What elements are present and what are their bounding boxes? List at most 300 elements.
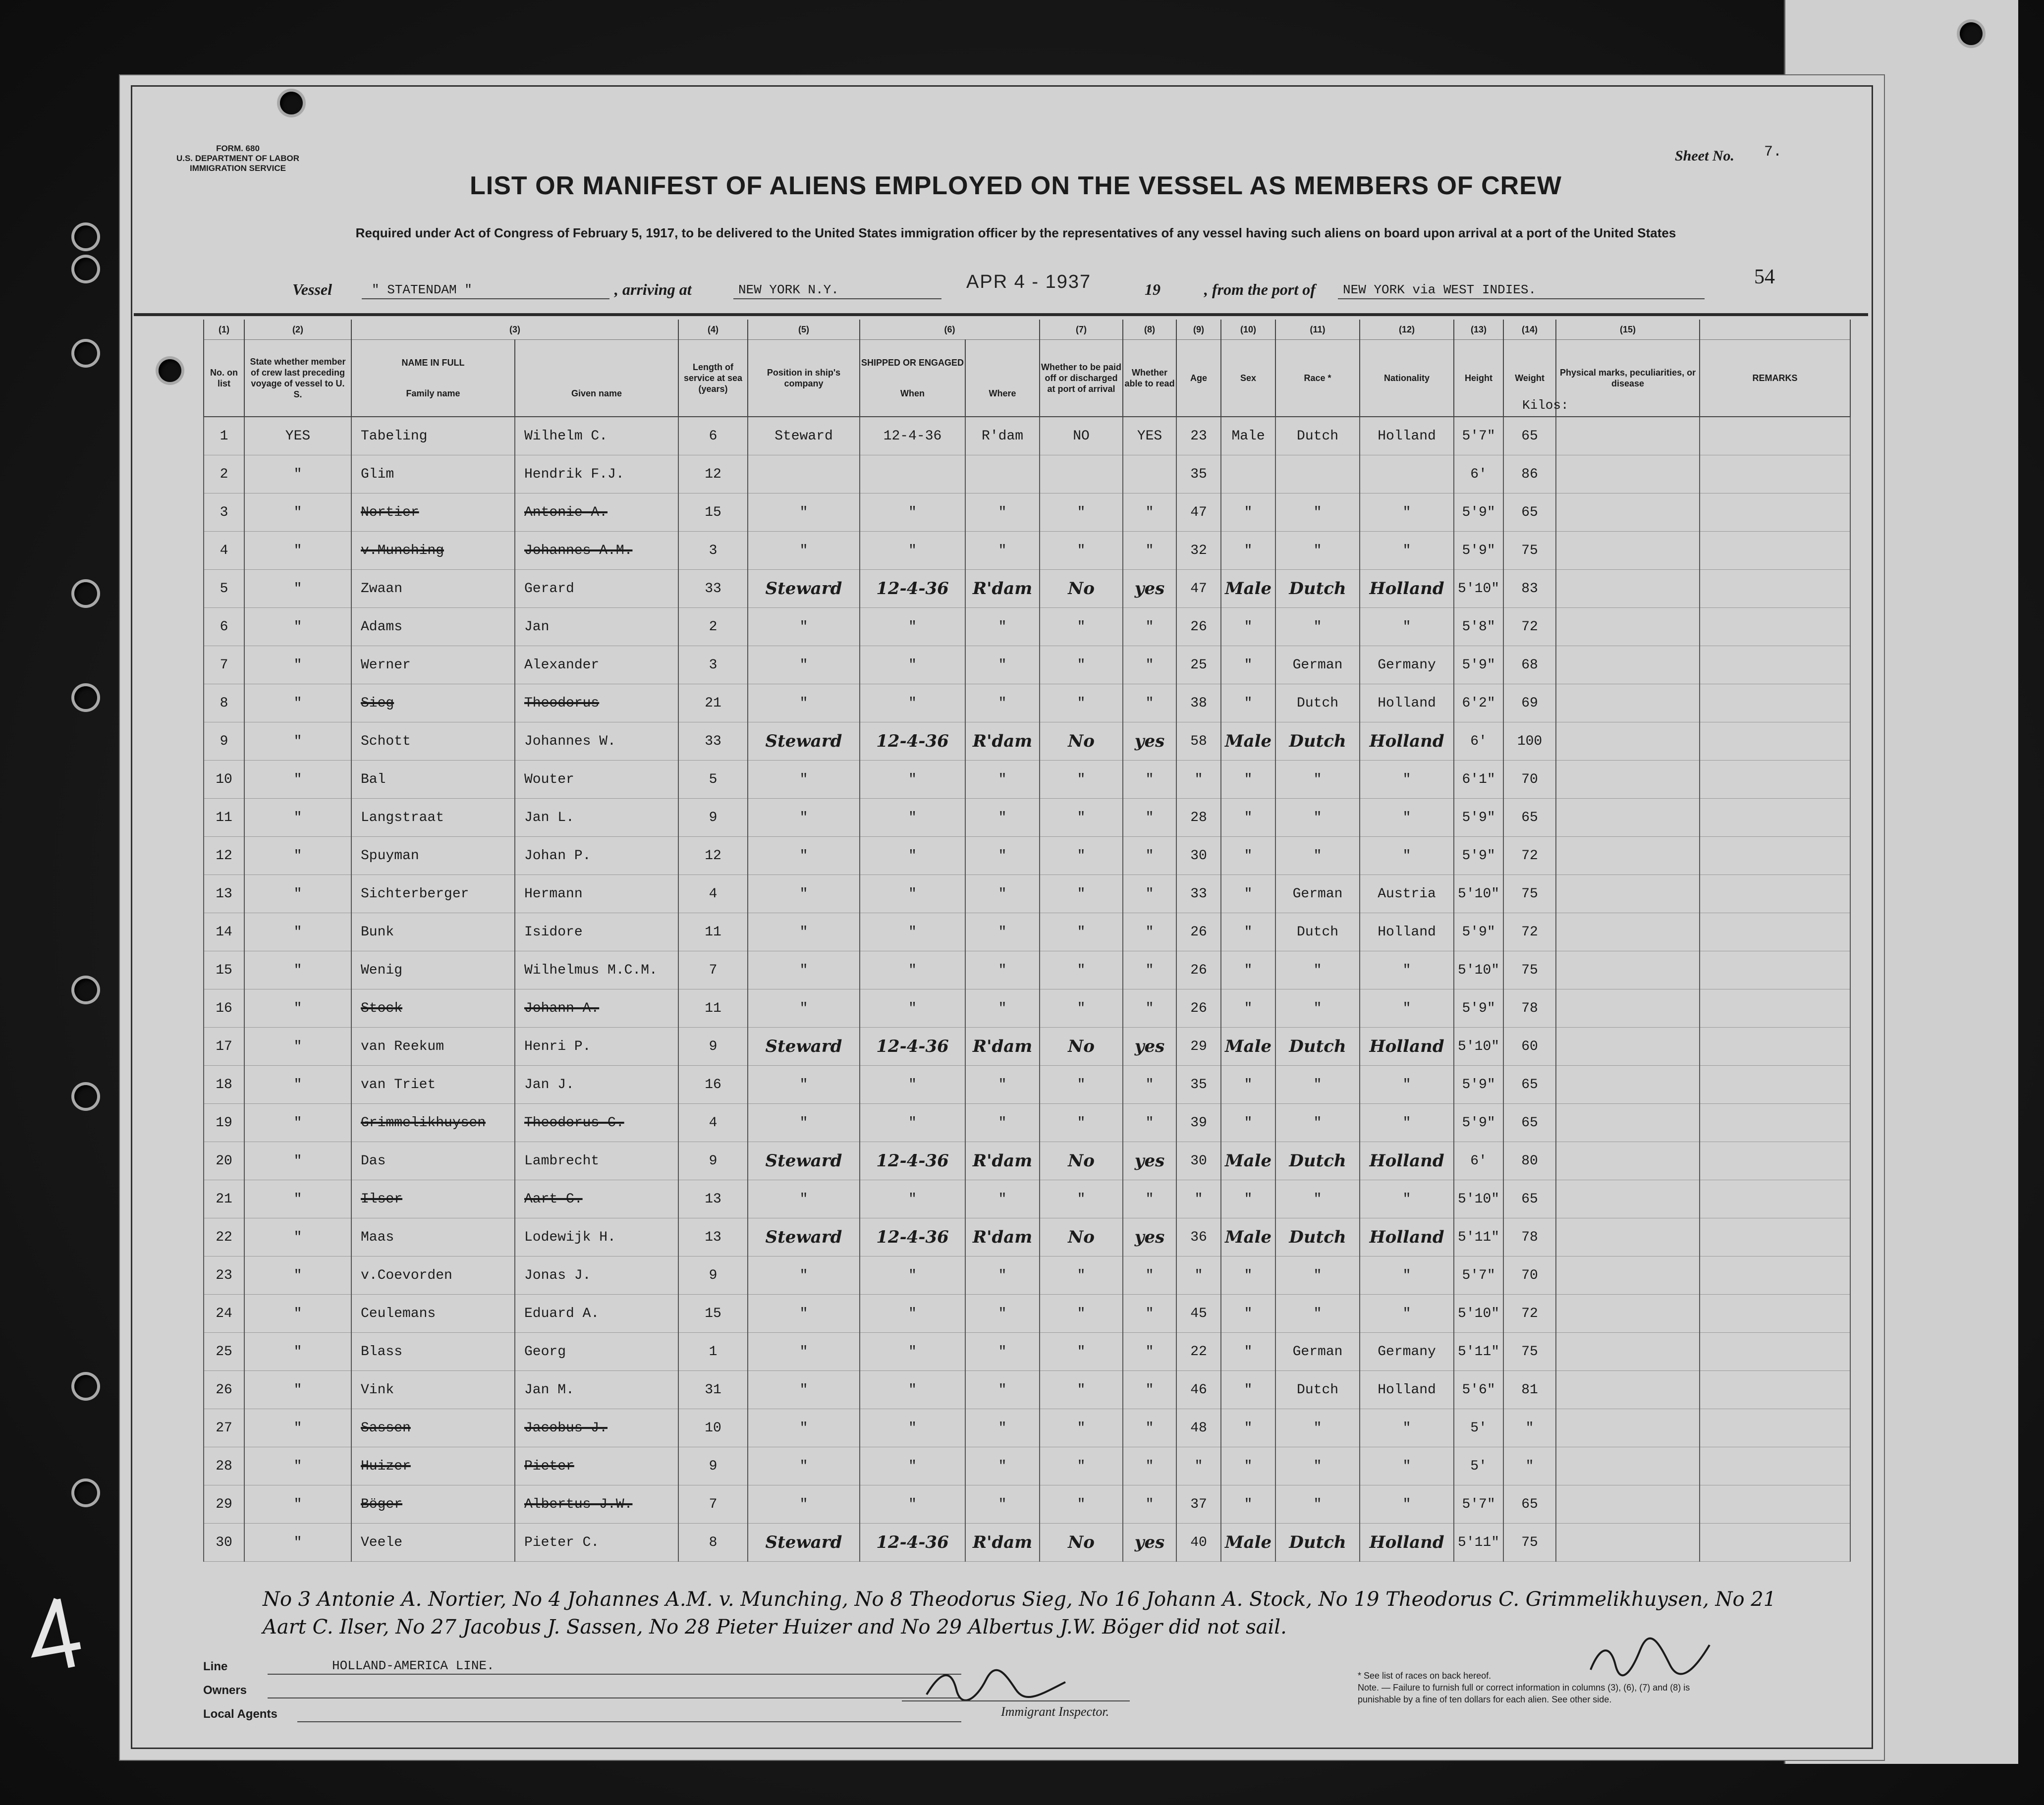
cell-race: Dutch: [1275, 417, 1360, 455]
cell-weight: 65: [1503, 417, 1556, 455]
cell-physical-marks: [1556, 608, 1700, 646]
cell-family-name: Das: [351, 1142, 515, 1180]
header-position: Position in ship's company: [748, 340, 860, 417]
cell-able-to-read: ": [1123, 1104, 1176, 1142]
cell-given-name: Eduard A.: [515, 1295, 678, 1333]
cell-family-name: Sieg: [351, 684, 515, 722]
cell-sex: ": [1221, 493, 1275, 532]
cell-prev-voyage: ": [244, 532, 351, 570]
cell-shipped-when: 12-4-36: [860, 722, 965, 761]
cell-race: Dutch: [1275, 1524, 1360, 1562]
cell-row-number: 17: [204, 1028, 244, 1066]
cell-row-number: 23: [204, 1257, 244, 1295]
cell-sex: ": [1221, 1066, 1275, 1104]
cell-able-to-read: ": [1123, 875, 1176, 913]
cell-prev-voyage: ": [244, 875, 351, 913]
table-row: [204, 1028, 1850, 1066]
col-num-11: (11): [1275, 320, 1360, 340]
punch-hole-icon: [159, 359, 181, 382]
cell-shipped-when: [860, 455, 965, 493]
arriving-port: NEW YORK N.Y.: [738, 282, 839, 297]
cell-remarks: [1700, 608, 1850, 646]
cell-nationality: ": [1360, 608, 1454, 646]
cell-position: Steward: [748, 1028, 860, 1066]
table-row: [204, 1180, 1850, 1218]
cell-sex: Male: [1221, 570, 1275, 608]
cell-physical-marks: [1556, 1333, 1700, 1371]
cell-shipped-when: 12-4-36: [860, 1218, 965, 1257]
cell-weight: ": [1503, 1447, 1556, 1485]
cell-prev-voyage: ": [244, 1180, 351, 1218]
cell-race: Dutch: [1275, 1218, 1360, 1257]
cell-able-to-read: ": [1123, 989, 1176, 1028]
cell-family-name: Spuyman: [351, 837, 515, 875]
cell-physical-marks: [1556, 1524, 1700, 1562]
cell-shipped-when: ": [860, 1485, 965, 1524]
cell-race: ": [1275, 1180, 1360, 1218]
cell-paid-off: ": [1040, 608, 1123, 646]
cell-race: ": [1275, 989, 1360, 1028]
cell-height: 5'9": [1454, 1104, 1503, 1142]
cell-sex: ": [1221, 761, 1275, 799]
weight-unit-kilos: Kilos:: [1522, 398, 1569, 413]
cell-remarks: [1700, 1257, 1850, 1295]
cell-age: ": [1176, 1257, 1221, 1295]
cell-shipped-when: ": [860, 875, 965, 913]
cell-family-name: Langstraat: [351, 799, 515, 837]
cell-given-name: Isidore: [515, 913, 678, 951]
cell-paid-off: ": [1040, 989, 1123, 1028]
cell-position: ": [748, 761, 860, 799]
col-num-2: (2): [244, 320, 351, 340]
cell-family-name: v.Coevorden: [351, 1257, 515, 1295]
cell-row-number: 3: [204, 493, 244, 532]
cell-family-name: Bal: [351, 761, 515, 799]
cell-able-to-read: ": [1123, 951, 1176, 989]
cell-prev-voyage: ": [244, 1295, 351, 1333]
cell-row-number: 4: [204, 532, 244, 570]
cell-position: ": [748, 989, 860, 1028]
cell-shipped-where: ": [965, 1066, 1040, 1104]
cell-paid-off: ": [1040, 837, 1123, 875]
cell-shipped-when: ": [860, 1447, 965, 1485]
cell-family-name: Böger: [351, 1485, 515, 1524]
header-service-length: Length of service at sea (years): [678, 340, 748, 417]
cell-nationality: Holland: [1360, 1142, 1454, 1180]
cell-weight: 81: [1503, 1371, 1556, 1409]
cell-nationality: ": [1360, 1409, 1454, 1447]
cell-family-name: Sichterberger: [351, 875, 515, 913]
cell-race: ": [1275, 1257, 1360, 1295]
cell-height: 6': [1454, 722, 1503, 761]
table-row: [204, 532, 1850, 570]
cell-physical-marks: [1556, 493, 1700, 532]
form-identifier: [164, 144, 312, 173]
cell-physical-marks: [1556, 722, 1700, 761]
cell-weight: 65: [1503, 493, 1556, 532]
cell-height: 5'9": [1454, 913, 1503, 951]
cell-paid-off: ": [1040, 646, 1123, 684]
underline: [902, 1700, 1130, 1701]
cell-given-name: Jan M.: [515, 1371, 678, 1409]
cell-position: ": [748, 646, 860, 684]
cell-race: Dutch: [1275, 684, 1360, 722]
cell-shipped-where: ": [965, 1485, 1040, 1524]
document-title: LIST OR MANIFEST OF ALIENS EMPLOYED ON THE VESSEL AS MEMBERS OF CREW: [470, 171, 1562, 200]
cell-row-number: 12: [204, 837, 244, 875]
cell-able-to-read: ": [1123, 761, 1176, 799]
cell-remarks: [1700, 1485, 1850, 1524]
cell-able-to-read: ": [1123, 1371, 1176, 1409]
cell-able-to-read: yes: [1123, 570, 1176, 608]
cell-row-number: 13: [204, 875, 244, 913]
cell-remarks: [1700, 493, 1850, 532]
cell-sex: ": [1221, 989, 1275, 1028]
cell-position: ": [748, 1371, 860, 1409]
cell-height: 5'10": [1454, 1295, 1503, 1333]
cell-row-number: 1: [204, 417, 244, 455]
cell-paid-off: ": [1040, 1371, 1123, 1409]
cell-sex: ": [1221, 875, 1275, 913]
header-height: Height: [1454, 340, 1503, 417]
cell-sex: ": [1221, 837, 1275, 875]
cell-shipped-when: ": [860, 761, 965, 799]
cell-paid-off: ": [1040, 1333, 1123, 1371]
cell-given-name: Aart C.: [515, 1180, 678, 1218]
cell-service-length: 31: [678, 1371, 748, 1409]
cell-position: ": [748, 951, 860, 989]
cell-weight: 75: [1503, 875, 1556, 913]
cell-remarks: [1700, 989, 1850, 1028]
punch-hole-icon: [74, 258, 97, 280]
cell-age: 35: [1176, 455, 1221, 493]
table-row: [204, 1295, 1850, 1333]
cell-family-name: van Reekum: [351, 1028, 515, 1066]
col-num-5: (5): [748, 320, 860, 340]
races-footnote: * See list of races on back hereof.: [1358, 1671, 1492, 1681]
cell-shipped-where: R'dam: [965, 417, 1040, 455]
cell-family-name: Huizer: [351, 1447, 515, 1485]
cell-row-number: 28: [204, 1447, 244, 1485]
cell-weight: 80: [1503, 1142, 1556, 1180]
header-shipped-when: [860, 340, 965, 417]
cell-weight: 70: [1503, 1257, 1556, 1295]
cell-age: 26: [1176, 913, 1221, 951]
punch-hole-icon: [74, 1375, 97, 1398]
cell-able-to-read: ": [1123, 799, 1176, 837]
cell-shipped-when: ": [860, 989, 965, 1028]
cell-paid-off: No: [1040, 1218, 1123, 1257]
cell-sex: Male: [1221, 1142, 1275, 1180]
cell-height: 5'10": [1454, 1028, 1503, 1066]
cell-row-number: 8: [204, 684, 244, 722]
cell-service-length: 13: [678, 1218, 748, 1257]
cell-row-number: 26: [204, 1371, 244, 1409]
cell-family-name: Wenig: [351, 951, 515, 989]
cell-weight: 75: [1503, 1333, 1556, 1371]
cell-sex: Male: [1221, 722, 1275, 761]
table-row: [204, 799, 1850, 837]
cell-service-length: 4: [678, 875, 748, 913]
cell-given-name: Johann A.: [515, 989, 678, 1028]
cell-nationality: Holland: [1360, 1218, 1454, 1257]
cell-shipped-where: ": [965, 1333, 1040, 1371]
col-num-13: (13): [1454, 320, 1503, 340]
cell-age: ": [1176, 1447, 1221, 1485]
cell-physical-marks: [1556, 1104, 1700, 1142]
cell-weight: 70: [1503, 761, 1556, 799]
cell-age: 30: [1176, 1142, 1221, 1180]
cell-remarks: [1700, 1104, 1850, 1142]
cell-nationality: ": [1360, 532, 1454, 570]
cell-position: ": [748, 913, 860, 951]
table-row: [204, 1104, 1850, 1142]
cell-age: 58: [1176, 722, 1221, 761]
cell-paid-off: ": [1040, 761, 1123, 799]
col-num-9: (9): [1176, 320, 1221, 340]
cell-sex: ": [1221, 532, 1275, 570]
cell-shipped-where: ": [965, 532, 1040, 570]
cell-height: 5'9": [1454, 799, 1503, 837]
table-row: [204, 761, 1850, 799]
cell-able-to-read: ": [1123, 1333, 1176, 1371]
header-age: Age: [1176, 340, 1221, 417]
cell-age: 25: [1176, 646, 1221, 684]
cell-weight: 78: [1503, 989, 1556, 1028]
cell-age: 39: [1176, 1104, 1221, 1142]
table-row: [204, 417, 1850, 455]
cell-height: 5'9": [1454, 837, 1503, 875]
cell-given-name: Johannes A.M.: [515, 532, 678, 570]
header-race: Race *: [1275, 340, 1360, 417]
table-row: [204, 570, 1850, 608]
cell-service-length: 11: [678, 989, 748, 1028]
cell-row-number: 11: [204, 799, 244, 837]
cell-paid-off: ": [1040, 1257, 1123, 1295]
table-row: [204, 1409, 1850, 1447]
cell-shipped-where: ": [965, 1180, 1040, 1218]
cell-row-number: 9: [204, 722, 244, 761]
cell-height: 6': [1454, 455, 1503, 493]
cell-able-to-read: yes: [1123, 1028, 1176, 1066]
cell-age: 30: [1176, 837, 1221, 875]
cell-given-name: Wilhelm C.: [515, 417, 678, 455]
cell-height: 5'10": [1454, 570, 1503, 608]
cell-remarks: [1700, 532, 1850, 570]
cell-shipped-where: R'dam: [965, 722, 1040, 761]
cell-nationality: ": [1360, 1104, 1454, 1142]
cell-shipped-when: ": [860, 608, 965, 646]
cell-shipped-where: ": [965, 913, 1040, 951]
col-num-4: (4): [678, 320, 748, 340]
owners-label: Owners: [203, 1684, 247, 1697]
cell-sex: Male: [1221, 417, 1275, 455]
underline: [1338, 298, 1705, 299]
column-header-row: [204, 340, 1850, 417]
cell-position: ": [748, 684, 860, 722]
punch-hole-icon: [74, 582, 97, 605]
cell-given-name: Johan P.: [515, 837, 678, 875]
cell-given-name: Henri P.: [515, 1028, 678, 1066]
cell-height: 6'2": [1454, 684, 1503, 722]
cell-given-name: Pieter C.: [515, 1524, 678, 1562]
cell-nationality: Holland: [1360, 913, 1454, 951]
cell-position: Steward: [748, 570, 860, 608]
cell-weight: 83: [1503, 570, 1556, 608]
header-paid-off: Whether to be paid off or discharged at port of arrival: [1040, 340, 1123, 417]
cell-shipped-where: R'dam: [965, 1028, 1040, 1066]
cell-physical-marks: [1556, 913, 1700, 951]
cell-sex: ": [1221, 1409, 1275, 1447]
cell-paid-off: No: [1040, 1028, 1123, 1066]
col-num-7: (7): [1040, 320, 1123, 340]
col-num-6: (6): [860, 320, 1040, 340]
cell-prev-voyage: ": [244, 1524, 351, 1562]
header-no-on-list: No. on list: [204, 340, 244, 417]
cell-able-to-read: yes: [1123, 1142, 1176, 1180]
cell-position: ": [748, 1409, 860, 1447]
cell-height: 5'9": [1454, 1066, 1503, 1104]
stamp-number: 54: [1754, 266, 1775, 288]
table-row: [204, 1218, 1850, 1257]
cell-paid-off: ": [1040, 1447, 1123, 1485]
cell-paid-off: No: [1040, 722, 1123, 761]
form-service: IMMIGRATION SERVICE: [190, 164, 286, 173]
cell-race: ": [1275, 951, 1360, 989]
cell-height: 5'9": [1454, 646, 1503, 684]
cell-shipped-where: ": [965, 493, 1040, 532]
cell-sex: Male: [1221, 1218, 1275, 1257]
cell-able-to-read: ": [1123, 608, 1176, 646]
header-given-name-label: Given name: [571, 388, 622, 398]
cell-shipped-when: ": [860, 1333, 965, 1371]
header-rule: [134, 313, 1868, 316]
table-row: [204, 1485, 1850, 1524]
header-able-to-read: Whether able to read: [1123, 340, 1176, 417]
cell-given-name: Theodorus: [515, 684, 678, 722]
cell-age: 47: [1176, 570, 1221, 608]
cell-shipped-when: ": [860, 1257, 965, 1295]
cell-given-name: Hendrik F.J.: [515, 455, 678, 493]
cell-physical-marks: [1556, 1409, 1700, 1447]
line-value: HOLLAND-AMERICA LINE.: [332, 1658, 495, 1673]
underline: [297, 1721, 961, 1722]
cell-nationality: ": [1360, 1257, 1454, 1295]
cell-nationality: ": [1360, 799, 1454, 837]
cell-shipped-where: ": [965, 951, 1040, 989]
cell-remarks: [1700, 1028, 1850, 1066]
cell-service-length: 33: [678, 722, 748, 761]
cell-weight: ": [1503, 1409, 1556, 1447]
cell-nationality: Holland: [1360, 684, 1454, 722]
cell-prev-voyage: ": [244, 1142, 351, 1180]
col-num-15: (15): [1556, 320, 1700, 340]
cell-sex: ": [1221, 913, 1275, 951]
cell-race: ": [1275, 1104, 1360, 1142]
cell-paid-off: ": [1040, 913, 1123, 951]
cell-given-name: Hermann: [515, 875, 678, 913]
cell-able-to-read: ": [1123, 646, 1176, 684]
cell-physical-marks: [1556, 532, 1700, 570]
cell-nationality: ": [1360, 1295, 1454, 1333]
cell-height: 5'10": [1454, 1180, 1503, 1218]
cell-family-name: Glim: [351, 455, 515, 493]
cell-remarks: [1700, 646, 1850, 684]
cell-shipped-when: ": [860, 684, 965, 722]
cell-remarks: [1700, 761, 1850, 799]
cell-prev-voyage: ": [244, 684, 351, 722]
table-row: [204, 455, 1850, 493]
cell-paid-off: No: [1040, 1142, 1123, 1180]
cell-able-to-read: ": [1123, 684, 1176, 722]
cell-weight: 65: [1503, 1180, 1556, 1218]
cell-family-name: Ilser: [351, 1180, 515, 1218]
cell-family-name: Bunk: [351, 913, 515, 951]
cell-remarks: [1700, 1180, 1850, 1218]
cell-race: ": [1275, 532, 1360, 570]
cell-shipped-where: ": [965, 837, 1040, 875]
cell-nationality: [1360, 455, 1454, 493]
cell-family-name: Veele: [351, 1524, 515, 1562]
table-row: [204, 1371, 1850, 1409]
cell-service-length: 10: [678, 1409, 748, 1447]
cell-physical-marks: [1556, 951, 1700, 989]
cell-weight: 65: [1503, 1485, 1556, 1524]
cell-family-name: Ceulemans: [351, 1295, 515, 1333]
cell-family-name: van Triet: [351, 1066, 515, 1104]
cell-physical-marks: [1556, 570, 1700, 608]
cell-age: 35: [1176, 1066, 1221, 1104]
cell-shipped-when: 12-4-36: [860, 570, 965, 608]
cell-position: ": [748, 608, 860, 646]
cell-service-length: 9: [678, 1257, 748, 1295]
cell-weight: 60: [1503, 1028, 1556, 1066]
cell-paid-off: No: [1040, 1524, 1123, 1562]
cell-physical-marks: [1556, 875, 1700, 913]
cell-able-to-read: ": [1123, 1409, 1176, 1447]
cell-remarks: [1700, 1333, 1850, 1371]
cell-weight: 69: [1503, 684, 1556, 722]
cell-prev-voyage: ": [244, 1333, 351, 1371]
cell-remarks: [1700, 1409, 1850, 1447]
cell-height: 5'11": [1454, 1333, 1503, 1371]
cell-remarks: [1700, 1371, 1850, 1409]
cell-position: ": [748, 1447, 860, 1485]
col-num-3: (3): [351, 320, 678, 340]
cell-height: 5': [1454, 1409, 1503, 1447]
cell-remarks: [1700, 875, 1850, 913]
punch-hole-icon: [74, 342, 97, 365]
cell-remarks: [1700, 1447, 1850, 1485]
cell-service-length: 7: [678, 951, 748, 989]
cell-age: 33: [1176, 875, 1221, 913]
cell-position: ": [748, 1295, 860, 1333]
cell-given-name: Lambrecht: [515, 1142, 678, 1180]
cell-family-name: Stock: [351, 989, 515, 1028]
cell-weight: 100: [1503, 722, 1556, 761]
cell-nationality: Holland: [1360, 417, 1454, 455]
cell-service-length: 33: [678, 570, 748, 608]
from-port: NEW YORK via WEST INDIES.: [1343, 282, 1537, 297]
cell-shipped-when: ": [860, 837, 965, 875]
cell-height: 5'9": [1454, 532, 1503, 570]
cell-shipped-where: [965, 455, 1040, 493]
cell-sex: ": [1221, 1371, 1275, 1409]
cell-nationality: ": [1360, 493, 1454, 532]
cell-service-length: 11: [678, 913, 748, 951]
cell-position: ": [748, 1257, 860, 1295]
cell-service-length: 15: [678, 1295, 748, 1333]
